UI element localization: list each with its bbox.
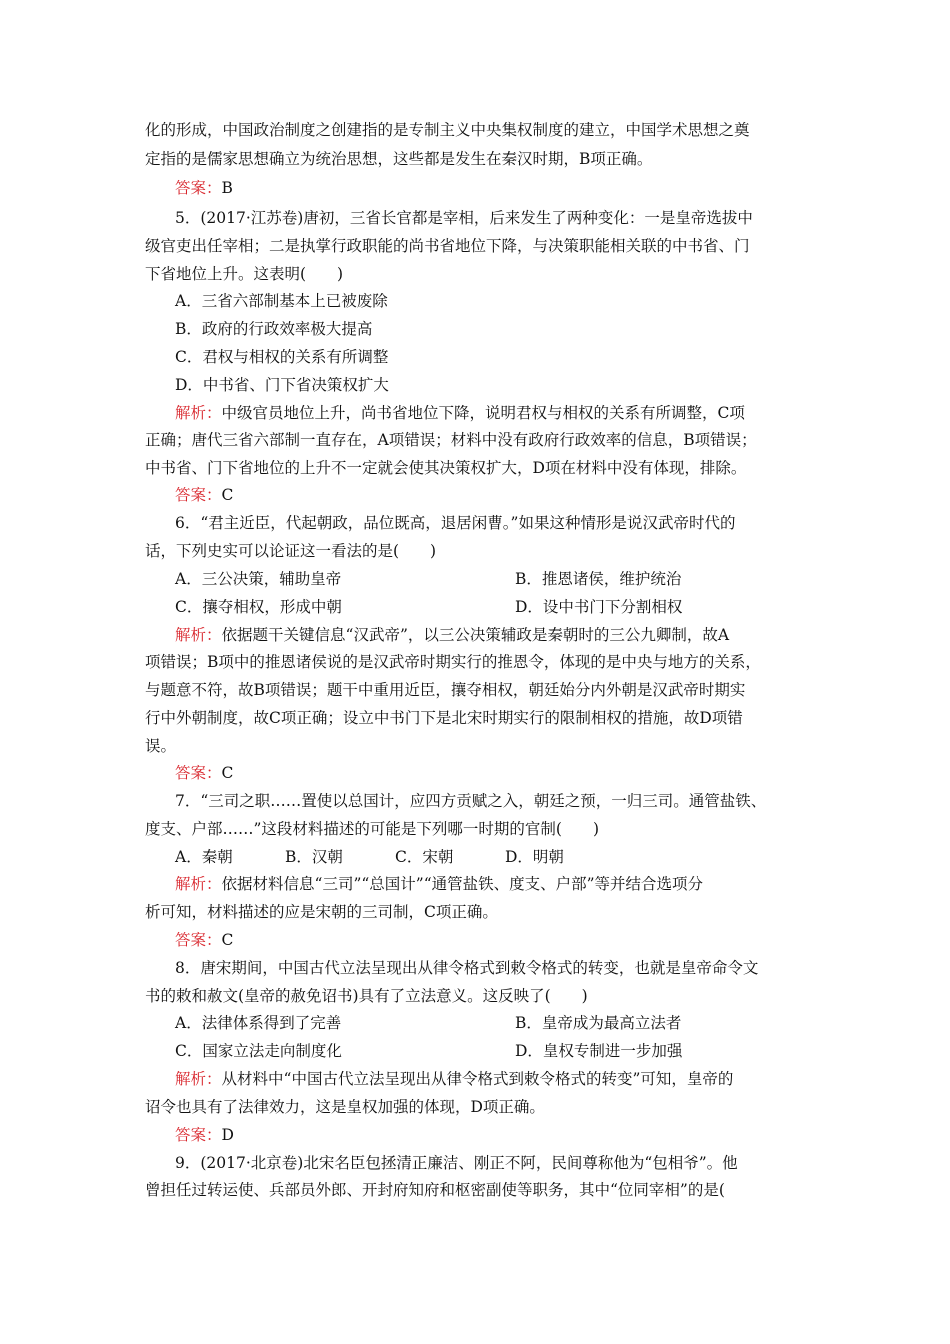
question-6-analysis-cont: 项错误；B项中的推恩诸侯说的是汉武帝时期实行的推恩令，体现的是中央与地方的关系， <box>145 653 761 671</box>
question-6-option-b: B．推恩诸侯，维护统治 <box>515 570 682 588</box>
question-9-stem-cont: 曾担任过转运使、兵部员外郎、开封府知府和枢密副使等职务，其中“位同宰相”的是( <box>145 1181 725 1199</box>
question-8-option-b: B．皇帝成为最高立法者 <box>515 1014 682 1032</box>
question-8-analysis <box>175 1069 733 1089</box>
answer-label: 答案： <box>175 179 222 197</box>
question-5-analysis-cont: 中书省、门下省地位的上升不一定就会使其决策权扩大，D项在材料中没有体现，排除。 <box>145 459 747 477</box>
question-7-options <box>175 847 564 867</box>
question-7-option-b: B．汉朝 <box>285 848 343 866</box>
answer-line <box>175 763 233 783</box>
question-5-stem-cont: 下省地位上升。这表明( ) <box>145 265 344 283</box>
question-7-stem: 7．“三司之职……置使以总国计，应四方贡赋之入，朝廷之预，一归三司。通管盐铁、 <box>175 792 767 810</box>
question-5-option-a: A．三省六部制基本上已被废除 <box>175 292 388 310</box>
analysis-label: 解析： <box>175 404 222 422</box>
answer-label: 答案： <box>175 931 222 949</box>
answer-value: D <box>221 1126 234 1144</box>
answer-line <box>175 1125 234 1145</box>
paragraph-line: 化的形成，中国政治制度之创建指的是专制主义中央集权制度的建立，中国学术思想之奠 <box>145 121 750 139</box>
question-7-analysis <box>175 874 703 894</box>
analysis-label: 解析： <box>175 626 222 644</box>
analysis-text: 中级官员地位上升，尚书省地位下降，说明君权与相权的关系有所调整，C项 <box>221 404 745 422</box>
question-6-option-d: D．设中书门下分割相权 <box>515 598 683 616</box>
question-6-analysis-cont: 与题意不符，故B项错误；题干中重用近臣，攘夺相权，朝廷始分内外朝是汉武帝时期实 <box>145 681 746 699</box>
answer-line <box>175 485 233 505</box>
question-7-analysis-cont: 析可知，材料描述的应是宋朝的三司制，C项正确。 <box>145 903 498 921</box>
analysis-label: 解析： <box>175 875 222 893</box>
question-5-option-b: B．政府的行政效率极大提高 <box>175 320 373 338</box>
question-5-analysis-cont: 正确；唐代三省六部制一直存在，A项错误；材料中没有政府行政效率的信息，B项错误； <box>145 431 757 449</box>
question-5-option-c: C．君权与相权的关系有所调整 <box>175 348 389 366</box>
analysis-text: 依据题干关键信息“汉武帝”，以三公决策辅政是秦朝时的三公九卿制，故A <box>221 626 730 644</box>
answer-label: 答案： <box>175 486 222 504</box>
analysis-text: 依据材料信息“三司”“总国计”“通管盐铁、度支、户部”等并结合选项分 <box>221 875 704 893</box>
answer-value: C <box>221 931 234 949</box>
question-6-option-c: C．攘夺相权，形成中朝 <box>175 598 342 616</box>
answer-value: B <box>221 179 233 197</box>
paragraph-line: 定指的是儒家思想确立为统治思想，这些都是发生在秦汉时期，B项正确。 <box>145 150 653 168</box>
question-8-option-a: A．法律体系得到了完善 <box>175 1014 342 1032</box>
question-8-stem-cont: 书的敕和赦文(皇帝的赦免诏书)具有了立法意义。这反映了( ) <box>145 987 588 1005</box>
question-9-stem: 9．(2017·北京卷)北宋名臣包拯清正廉洁、刚正不阿，民间尊称他为“包相爷”。他 <box>175 1154 738 1172</box>
question-7-stem-cont: 度支、户部……”这段材料描述的可能是下列哪一时期的官制( ) <box>145 820 600 838</box>
analysis-label: 解析： <box>175 1070 222 1088</box>
question-6-analysis-cont: 误。 <box>145 737 177 755</box>
answer-value: C <box>221 486 234 504</box>
question-7-option-d: D．明朝 <box>505 848 564 866</box>
question-6-stem-cont: 话，下列史实可以论证这一看法的是( ) <box>145 542 437 560</box>
analysis-text: 从材料中“中国古代立法呈现出从律令格式到敕令格式的转变”可知，皇帝的 <box>221 1070 734 1088</box>
question-5-stem-cont: 级官吏出任宰相；二是执掌行政职能的尚书省地位下降，与决策职能相关联的中书省、门 <box>145 237 750 255</box>
question-6-option-a: A．三公决策，辅助皇帝 <box>175 570 342 588</box>
question-7-option-a: A．秦朝 <box>175 848 233 866</box>
question-6-analysis <box>175 625 729 645</box>
question-5-stem: 5．(2017·江苏卷)唐初，三省长官都是宰相，后来发生了两种变化：一是皇帝选拔中 <box>175 209 753 227</box>
question-6-analysis-cont: 行中外朝制度，故C项正确；设立中书门下是北宋时期实行的限制相权的措施，故D项错 <box>145 709 743 727</box>
answer-line <box>175 930 233 950</box>
answer-value: C <box>221 764 234 782</box>
question-8-stem: 8．唐宋期间，中国古代立法呈现出从律令格式到敕令格式的转变，也就是皇帝命令文 <box>175 959 759 977</box>
question-7-option-c: C．宋朝 <box>395 848 454 866</box>
question-6-stem: 6．“君主近臣，代起朝政，品位既高，退居闲曹。”如果这种情形是说汉武帝时代的 <box>175 514 736 532</box>
answer-label: 答案： <box>175 764 222 782</box>
question-8-option-d: D．皇权专制进一步加强 <box>515 1042 683 1060</box>
answer-label: 答案： <box>175 1126 222 1144</box>
question-8-option-c: C．国家立法走向制度化 <box>175 1042 342 1060</box>
question-5-analysis <box>175 403 745 423</box>
answer-line <box>175 178 233 198</box>
question-8-analysis-cont: 诏令也具有了法律效力，这是皇权加强的体现，D项正确。 <box>145 1098 545 1116</box>
question-5-option-d: D．中书省、门下省决策权扩大 <box>175 376 389 394</box>
